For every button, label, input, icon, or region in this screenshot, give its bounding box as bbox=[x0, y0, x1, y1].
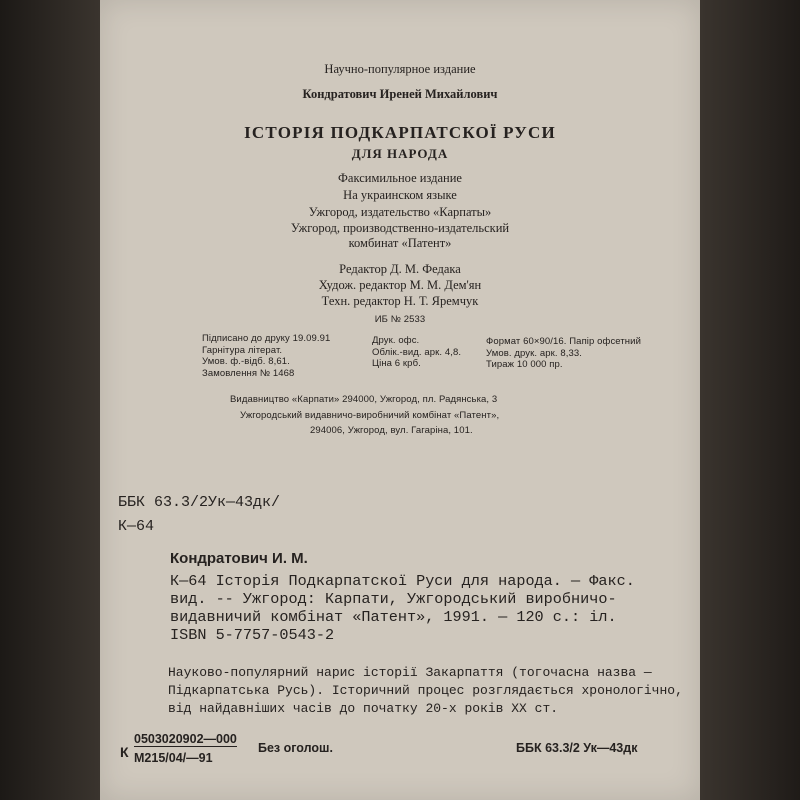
edition-line: комбинат «Патент» bbox=[348, 236, 452, 250]
editor-line: Редактор Д. М. Федака bbox=[339, 262, 461, 276]
publisher-line: 294006, Ужгород, вул. Гагаріна, 101. bbox=[310, 425, 473, 436]
annotation-line: Науково-популярний нарис історії Закарпаття (тогочасна назва — bbox=[168, 665, 652, 680]
publisher-line: Ужгородський видавничо-виробничий комбінат «Патент», bbox=[240, 410, 500, 421]
author-full-name: Кондратович Иреней Михайлович bbox=[302, 87, 498, 101]
card-line: вид. -- Ужгород: Карпати, Ужгородський виробничо- bbox=[170, 590, 617, 608]
page-edge-shadow bbox=[700, 0, 800, 800]
catalog-card-body bbox=[170, 572, 635, 644]
print-data-line: Умов. ф.-відб. 8,61. bbox=[202, 356, 290, 367]
footer-letter: К bbox=[120, 744, 129, 760]
book-title: ІСТОРІЯ ПОДКАРПАТСКОЇ РУСИ bbox=[244, 123, 556, 142]
print-data-line: Тираж 10 000 пр. bbox=[486, 359, 563, 370]
author-code: К—64 bbox=[118, 518, 155, 535]
edition-line: Факсимильное издание bbox=[338, 171, 462, 185]
ib-number: ИБ № 2533 bbox=[374, 314, 426, 325]
book-spine-shadow bbox=[0, 0, 100, 800]
print-data-line: Замовлення № 1468 bbox=[202, 367, 295, 379]
editor-line: Техн. редактор Н. Т. Яремчук bbox=[321, 294, 479, 308]
print-data-line: Друк. офс. bbox=[372, 335, 420, 346]
footer-numerator: 0503020902—000 bbox=[134, 732, 237, 746]
print-data-line: Підписано до друку 19.09.91 bbox=[202, 333, 331, 344]
print-data-line: Облік.-вид. арк. 4,8. bbox=[372, 346, 462, 358]
print-data-line: Формат 60×90/16. Папір офсетний bbox=[486, 336, 641, 347]
edition-line: Ужгород, производственно-издательский bbox=[290, 221, 510, 235]
card-line: видавничий комбінат «Патент», 1991. — 120 с.: іл. bbox=[170, 608, 617, 626]
print-data-col1 bbox=[202, 333, 330, 379]
annotation bbox=[168, 664, 683, 718]
footer-note: Без оголош. bbox=[258, 741, 333, 755]
editor-line: Худож. редактор М. М. Дем'ян bbox=[318, 278, 482, 292]
annotation-line: від найдавніших часів до початку 20-х років XX ст. bbox=[168, 701, 559, 716]
card-line: ISBN 5-7757-0543-2 bbox=[170, 626, 335, 644]
imprint-page bbox=[100, 0, 700, 800]
bbk-code: ББК 63.3/2Ук—43дк/ bbox=[118, 494, 281, 511]
edition-line: Ужгород, издательство «Карпаты» bbox=[308, 205, 492, 219]
card-line: К—64 Історія Подкарпатскої Руси для народа. — Факс. bbox=[170, 572, 635, 590]
edition-line: На украинском языке bbox=[343, 188, 457, 202]
print-data-line: Умов. друк. арк. 8,33. bbox=[486, 347, 582, 359]
book-subtitle: ДЛЯ НАРОДА bbox=[351, 146, 449, 161]
print-data-col3 bbox=[486, 336, 641, 371]
publisher-line: Видавництво «Карпати» 294000, Ужгород, пл. Радянська, 3 bbox=[230, 394, 498, 405]
genre-line: Научно-популярное издание bbox=[324, 62, 476, 76]
print-data-line: Гарнітура літерат. bbox=[202, 344, 283, 356]
print-data-line: Ціна 6 крб. bbox=[372, 358, 421, 369]
footer-bbk: ББК 63.3/2 Ук—43дк bbox=[516, 741, 638, 755]
print-data-col2 bbox=[372, 335, 461, 370]
annotation-line: Підкарпатська Русь). Історичний процес розглядається хронологічно, bbox=[168, 683, 683, 698]
card-author: Кондратович И. М. bbox=[170, 550, 308, 567]
footer-denominator: М215/04/—91 bbox=[134, 751, 213, 765]
